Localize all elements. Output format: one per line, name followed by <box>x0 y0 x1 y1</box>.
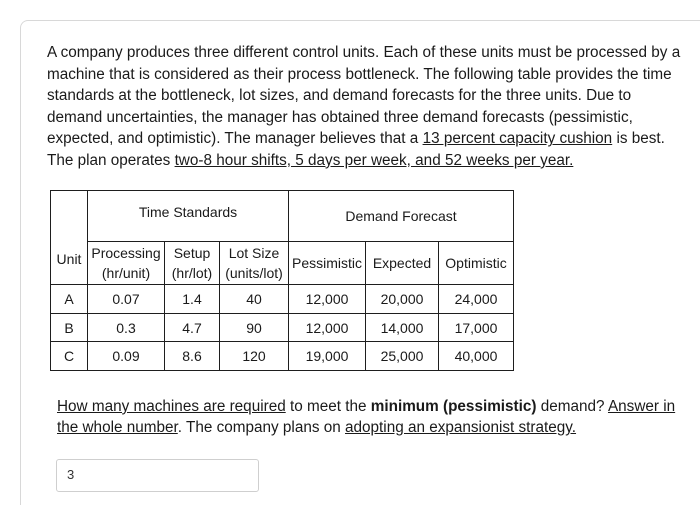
pessimistic-cell: 12,000 <box>289 285 366 314</box>
expected-cell: 14,000 <box>366 314 439 342</box>
expected-header: Expected <box>366 242 439 285</box>
followup-strategy: adopting an expansionist strategy. <box>345 419 577 436</box>
processing-cell: 0.09 <box>88 342 165 371</box>
demand-forecast-header: Demand Forecast <box>289 191 514 242</box>
table-row <box>51 285 514 314</box>
pessimistic-cell: 12,000 <box>289 314 366 342</box>
lot-size-cell: 90 <box>220 314 289 342</box>
unit-header-top <box>51 191 88 242</box>
pessimistic-header: Pessimistic <box>289 242 366 285</box>
question-part2: is best. The plan operates <box>47 130 665 169</box>
optimistic-cell: 24,000 <box>439 285 514 314</box>
followup-text-3: . The company plans on <box>177 419 346 436</box>
processing-cell: 0.07 <box>88 285 165 314</box>
setup-header: Setup (hr/lot) <box>165 242 220 285</box>
expected-cell: 25,000 <box>366 342 439 371</box>
data-table <box>50 190 514 371</box>
followup-instruction: Answer in the whole number <box>57 398 676 436</box>
question-part1: A company produces three different control units. Each of these units must be processed by a machine that is considered as their process bottleneck. The following table provides the time standards at the bottleneck, lot sizes, and demand forecasts for the three units. Due to demand uncertainties, the manager has obtained three demand forecasts (pessimistic, expected, and optimistic). The manager believes that a <box>47 44 681 148</box>
lot-size-cell: 120 <box>220 342 289 371</box>
optimistic-cell: 17,000 <box>439 314 514 342</box>
followup-emphasis: minimum (pessimistic) <box>370 398 537 415</box>
unit-header: Unit <box>51 242 88 285</box>
lot-size-cell: 40 <box>220 285 289 314</box>
optimistic-cell: 40,000 <box>439 342 514 371</box>
table-row <box>51 342 514 371</box>
followup-text-1: to meet the <box>285 398 371 415</box>
pessimistic-cell: 19,000 <box>289 342 366 371</box>
processing-cell: 0.3 <box>88 314 165 342</box>
followup-text-2: demand? <box>536 398 608 415</box>
followup-question <box>57 396 677 438</box>
lot-size-header: Lot Size (units/lot) <box>220 242 289 285</box>
unit-cell: B <box>51 314 88 342</box>
setup-cell: 1.4 <box>165 285 220 314</box>
processing-header: Processing (hr/unit) <box>88 242 165 285</box>
setup-cell: 4.7 <box>165 314 220 342</box>
unit-cell: C <box>51 342 88 371</box>
answer-value: 3 <box>67 467 75 482</box>
setup-cell: 8.6 <box>165 342 220 371</box>
answer-input[interactable] <box>56 459 259 492</box>
optimistic-header: Optimistic <box>439 242 514 285</box>
table-row <box>51 314 514 342</box>
expected-cell: 20,000 <box>366 285 439 314</box>
time-standards-header: Time Standards <box>88 191 289 242</box>
unit-cell: A <box>51 285 88 314</box>
question-text <box>47 42 687 172</box>
followup-ask: How many machines are required <box>57 398 286 415</box>
schedule-text: two-8 hour shifts, 5 days per week, and 52 weeks per year. <box>174 151 574 169</box>
capacity-cushion: 13 percent capacity cushion <box>422 130 613 148</box>
